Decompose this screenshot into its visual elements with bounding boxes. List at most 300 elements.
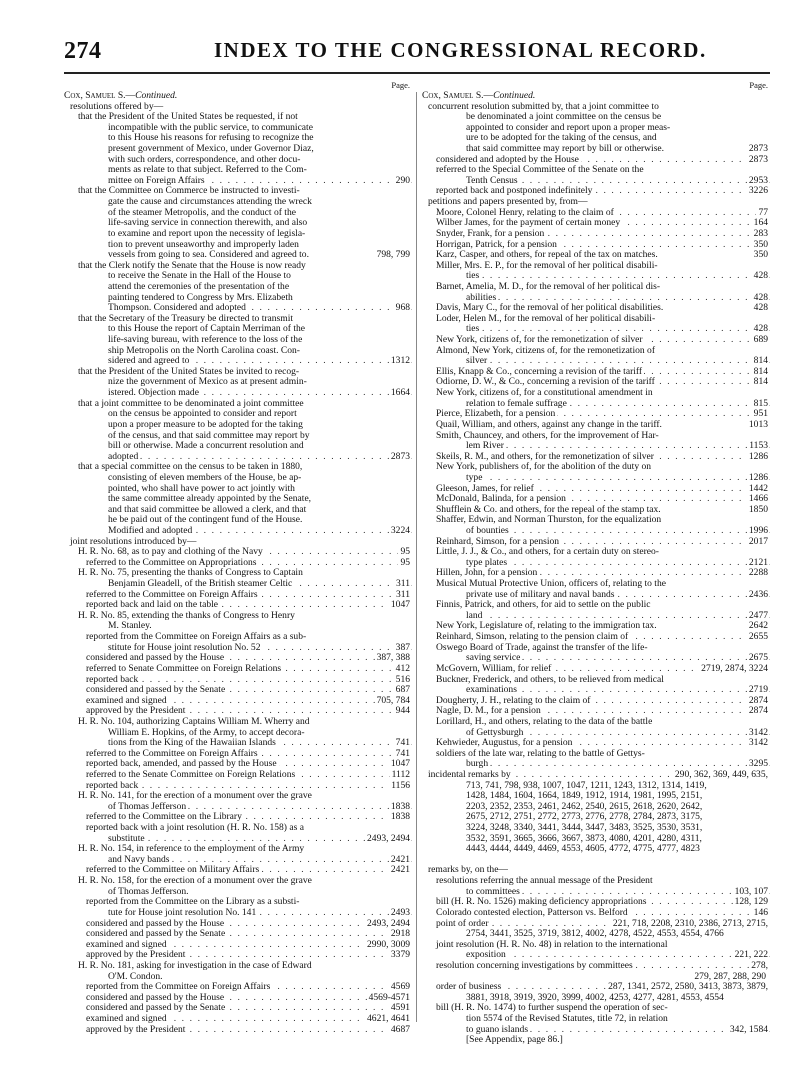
page-reference: 412 <box>395 663 410 674</box>
entry-text: examined and signed <box>86 1014 167 1025</box>
index-line <box>422 675 770 686</box>
entry-text: that said committee may report by bill or otherwise. <box>466 144 665 155</box>
page-reference: 1850 <box>748 504 768 515</box>
dot-leader <box>466 611 770 622</box>
entry-text: life-saving bureau, with reference to the loss of the <box>108 335 303 346</box>
page-reference: 428 <box>753 271 768 282</box>
index-line <box>64 876 412 887</box>
index-line <box>64 303 412 314</box>
index-line <box>64 388 412 399</box>
entry-text: of the steamer Metropolis, and the conduct of the <box>108 207 296 218</box>
entry-text: examined and signed <box>86 939 167 950</box>
entry-text: to examine and report upon the necessity of legisla- <box>108 228 306 239</box>
entry-text: McGovern, William, for relief <box>436 663 552 674</box>
page-reference: 2873 <box>748 154 768 165</box>
entry-text: lem River <box>466 441 504 452</box>
index-line <box>422 1003 770 1014</box>
entry-text: considered and passed by the Senate <box>86 685 226 696</box>
index-line <box>64 335 412 346</box>
index-line <box>64 812 412 823</box>
index-line <box>422 940 770 951</box>
index-line <box>422 611 770 622</box>
index-line <box>422 685 770 696</box>
entry-text: 713, 741, 798, 938, 1007, 1047, 1211, 1243, 1312, 1314, 1419, <box>466 780 707 791</box>
page-reference: 146 <box>753 907 768 918</box>
entry-text: point of order <box>436 918 489 929</box>
entry-text: of bounties <box>466 525 509 536</box>
entry-text: and Navy bands <box>108 854 170 865</box>
index-line <box>422 377 770 388</box>
index-line <box>64 621 412 632</box>
page-title: INDEX TO THE CONGRESSIONAL RECORD. <box>214 38 707 62</box>
entry-text: that the Secretary of the Treasury be directed to transmit <box>78 313 294 324</box>
entry-text: order of business <box>436 982 502 993</box>
index-line <box>422 250 770 261</box>
page-reference: 1442 <box>748 483 768 494</box>
page-reference: 2493, 2494 <box>367 918 410 929</box>
index-line <box>64 462 412 473</box>
entry-text: Smith, Chauncey, and others, for the improvement of Har- <box>436 430 659 441</box>
entry-text: O'M. Condon. <box>108 971 163 982</box>
index-line <box>422 749 770 760</box>
page-reference: 428 <box>753 292 768 303</box>
entry-text: soldiers of the late war, relating to the battle of Gettys- <box>436 748 645 759</box>
entry-text: New York, citizens of, for a constitutional amendment in <box>436 388 653 399</box>
index-line <box>64 123 412 134</box>
entry-text: H. R. No. 85, extending the thanks of Congress to Henry <box>78 610 295 621</box>
entry-text: of Gettysburgh <box>466 727 524 738</box>
page-reference: 1013 <box>748 419 768 430</box>
entry-text: ties <box>466 271 480 282</box>
entry-text: considered and passed by the House <box>86 653 225 664</box>
entry-text: ure to be adopted for the taking of the census, and <box>466 133 657 144</box>
entry-text: consisting of eleven members of the House, be ap- <box>108 472 302 483</box>
entry-text: 3224, 3248, 3340, 3441, 3444, 3447, 3483, 3525, 3530, 3531, <box>466 823 703 834</box>
index-line <box>64 823 412 834</box>
entry-text: reported back with a joint resolution (H. R. No. 158) as a <box>86 823 304 834</box>
entry-text: tions from the King of the Hawaiian Islands <box>108 738 276 749</box>
page-reference: 1466 <box>748 494 768 505</box>
page-reference: 387 <box>395 642 410 653</box>
entry-text: that the Committee on Commerce be instructed to investi- <box>78 186 300 197</box>
entry-text: 2675, 2712, 2751, 2772, 2773, 2776, 2778, 2784, 2873, 3175, <box>466 812 703 823</box>
entry-text: type plates <box>466 557 508 568</box>
index-line <box>64 653 412 664</box>
index-line <box>422 993 770 1004</box>
page-reference: 2675 <box>748 653 768 664</box>
page-reference: 2477 <box>748 610 768 621</box>
entry-text: be denominated a joint committee on the census be <box>466 112 662 123</box>
entry-text: Karz, Casper, and others, for repeal of the tax on matches. <box>436 250 658 261</box>
index-line <box>64 409 412 420</box>
entry-text: that the President of the United States be requested, if not <box>78 112 298 123</box>
entry-text: substitute <box>108 833 145 844</box>
index-line <box>64 155 412 166</box>
page-reference: 342, 1584 <box>729 1024 768 1035</box>
entry-text: New York, Legislature of, relating to the immigration tax. <box>436 621 657 632</box>
index-line <box>64 579 412 590</box>
entry-text: sidered and agreed to <box>108 356 190 367</box>
page-reference: 428 <box>753 324 768 335</box>
entry-text: reported back and postponed indefinitely <box>436 186 593 197</box>
index-line <box>64 759 412 770</box>
index-line <box>422 303 770 314</box>
index-line <box>64 738 412 749</box>
index-line <box>64 961 412 972</box>
index-line <box>64 706 412 717</box>
entry-text: concurrent resolution submitted by, that a joint committee to <box>428 101 659 112</box>
index-line <box>422 473 770 484</box>
index-line <box>64 611 412 622</box>
entry-text: examined and signed <box>86 695 167 706</box>
entry-text: of the census, and that said committee may report by <box>108 430 310 441</box>
entry-text: 4443, 4444, 4449, 4469, 4553, 4605, 4772, 4775, 4777, 4823 <box>466 844 700 855</box>
index-column-left <box>64 80 412 1035</box>
index-line <box>422 1035 770 1046</box>
page-reference: 311 <box>396 589 410 600</box>
entry-text: Kehwieder, Augustus, for a pension <box>436 738 573 749</box>
entry-text: Thompson. Considered and adopted <box>108 303 246 314</box>
index-line <box>64 685 412 696</box>
index-line <box>422 282 770 293</box>
page-reference: 2918 <box>390 929 410 940</box>
entry-text: H. R. No. 158, for the erection of a monument over the grave <box>78 876 312 887</box>
entry-name: Cox, Samuel S.— <box>422 91 494 101</box>
entry-text: abilities <box>466 292 497 303</box>
index-line <box>64 494 412 505</box>
entry-text: Hillen, John, for a pension <box>436 568 538 579</box>
page-reference: 3224 <box>390 525 410 536</box>
index-line <box>64 1014 412 1025</box>
page-reference: 287, 1341, 2572, 2580, 3413, 3873, 3879, <box>608 982 768 993</box>
index-line <box>64 844 412 855</box>
index-line <box>64 982 412 993</box>
index-line <box>422 431 770 442</box>
page-reference: 3142 <box>748 738 768 749</box>
entry-text: [See Appendix, page 86.] <box>466 1035 563 1046</box>
index-line <box>64 133 412 144</box>
index-column-right <box>422 80 770 1046</box>
index-line <box>64 972 412 983</box>
page-reference: 2642 <box>748 621 768 632</box>
index-line <box>422 526 770 537</box>
page-reference: 77 <box>758 207 768 218</box>
entry-text: Benjamin Gleadell, of the British steamer Celtic <box>108 579 293 590</box>
page-reference: 1286 <box>748 472 768 483</box>
entry-text: Wilber James, for the payment of certain money <box>436 218 621 229</box>
index-line <box>422 600 770 611</box>
entry-text: of Thomas Jefferson. <box>108 886 189 897</box>
index-line <box>422 717 770 728</box>
index-line <box>422 770 770 781</box>
entry-text: Nagle, D. M., for a pension <box>436 706 541 717</box>
page-reference: 1112 <box>391 770 410 780</box>
page-column-label: Page. <box>749 80 768 90</box>
entry-text: to this House the report of Captain Merriman of the <box>108 324 305 335</box>
entry-text: Skeils, R. M., and others, for the remonetization of silver <box>436 451 654 462</box>
entry-text: that a special committee on the census to be taken in 1880, <box>78 462 303 473</box>
entry-text: reported from the Committee on Foreign Affairs <box>86 982 271 993</box>
index-line <box>64 791 412 802</box>
index-line <box>64 728 412 739</box>
index-line <box>422 664 770 675</box>
entry-text: Loder, Helen M., for the removal of her political disabili- <box>436 313 656 324</box>
page-reference: 689 <box>753 335 768 346</box>
entry-text: Horrigan, Patrick, for a pension <box>436 239 557 250</box>
index-line <box>64 834 412 845</box>
page-reference: 798, 799 <box>376 250 410 261</box>
page-reference: 814 <box>753 356 768 367</box>
index-line <box>422 982 770 993</box>
index-line <box>64 675 412 686</box>
index-line <box>422 346 770 357</box>
dot-leader <box>466 950 770 961</box>
page-reference: 1153 <box>749 441 768 452</box>
index-line <box>422 706 770 717</box>
index-line <box>422 696 770 707</box>
index-line <box>64 908 412 919</box>
page-reference: 1156 <box>391 780 410 791</box>
entry-text: McDonald, Balinda, for a pension <box>436 494 566 505</box>
index-line <box>422 812 770 823</box>
page-reference: 221, 222 <box>734 950 768 961</box>
entry-text: land <box>466 610 483 621</box>
index-line <box>422 462 770 473</box>
entry-text: Modified and adopted <box>108 525 193 536</box>
entry-text: Almond, New York, citizens of, for the remonetization of <box>436 345 655 356</box>
entry-text: 1428, 1484, 1604, 1664, 1849, 1912, 1914, 1981, 1995, 2151, <box>466 791 703 802</box>
page-reference: 2655 <box>748 632 768 643</box>
entry-text: New York, publishers of, for the abolition of the duty on <box>436 462 652 473</box>
page-reference: 815 <box>753 398 768 409</box>
entry-text: H. R. No. 75, presenting the thanks of Congress to Captain <box>78 568 303 579</box>
index-line <box>64 664 412 675</box>
index-line <box>64 1025 412 1036</box>
index-line <box>422 197 770 208</box>
entry-text: to receive the Senate in the Hall of the House to <box>108 271 291 282</box>
page-reference: 221, 718, 2208, 2310, 2386, 2713, 2715, <box>612 918 768 929</box>
index-line <box>64 558 412 569</box>
index-line <box>422 155 770 166</box>
entry-text: that the Clerk notify the Senate that the House is now ready <box>78 260 306 271</box>
page-reference: 2288 <box>748 568 768 579</box>
index-line <box>64 600 412 611</box>
page-reference: 2990, 3009 <box>367 939 410 950</box>
page-reference: 741 <box>395 748 410 759</box>
index-line <box>64 102 412 113</box>
entry-text: William E. Hopkins, of the Army, to accept decora- <box>108 727 305 738</box>
index-line <box>64 229 412 240</box>
entry-text: H. R. No. 68, as to pay and clothing of the Navy <box>78 547 263 558</box>
page-reference: 2719 <box>748 685 768 696</box>
index-line <box>422 643 770 654</box>
page-reference: 2421 <box>390 865 410 876</box>
entry-text: Reinhard, Simson, for a pension <box>436 536 560 547</box>
index-line <box>422 165 770 176</box>
entry-text: approved by the President <box>86 1024 186 1035</box>
index-line <box>64 1003 412 1014</box>
entry-text: reported back, amended, and passed by the House <box>86 759 277 770</box>
entry-text: reported from the Committee on the Library as a substi- <box>86 897 300 908</box>
entry-text: resolution concerning investigations by committees <box>436 960 633 971</box>
entry-text: Colorado contested election, Patterson vs. Belford <box>436 907 628 918</box>
index-line <box>64 696 412 707</box>
index-line <box>422 547 770 558</box>
page-reference: 290, 362, 369, 449, 635, <box>674 770 768 780</box>
page-reference: 3142 <box>748 727 768 738</box>
entry-text: Odiorne, D. W., & Co., concerning a revision of the tariff <box>436 377 655 388</box>
entry-text: pointed, who shall have power to act jointly with <box>108 483 295 494</box>
page-number: 274 <box>64 38 102 64</box>
entry-text: considered and passed by the House <box>86 992 225 1003</box>
page-reference: 290 <box>395 175 410 186</box>
entry-text: painting tendered to Congress by Mrs. Elizabeth <box>108 292 293 303</box>
entry-text: to guano islands <box>466 1024 529 1035</box>
entry-text: reported back <box>86 780 139 791</box>
entry-text: istered. Objection made <box>108 388 199 399</box>
entry-text: life-saving service in connection therewith, and also <box>108 218 308 229</box>
page-reference: 164 <box>753 218 768 229</box>
entry-text: Pierce, Elizabeth, for a pension <box>436 409 556 420</box>
index-line <box>64 367 412 378</box>
index-line <box>64 855 412 866</box>
index-line <box>422 802 770 813</box>
page-reference: 2493 <box>390 907 410 918</box>
index-line <box>422 324 770 335</box>
page-reference: 968 <box>395 303 410 314</box>
entry-text: Buckner, Frederick, and others, to be relieved from medical <box>436 674 664 685</box>
index-line <box>422 908 770 919</box>
entry-text: exposition <box>466 950 506 961</box>
page-reference: 3295 <box>748 759 768 770</box>
entry-text: incidental remarks by <box>428 770 511 780</box>
index-line <box>422 823 770 834</box>
page-reference: 95 <box>400 547 410 558</box>
entry-text: Shufflein & Co. and others, for the repeal of the stamp tax. <box>436 504 661 515</box>
entry-text: Miller, Mrs. E. P., for the removal of her political disabili- <box>436 260 658 271</box>
index-line <box>422 855 770 866</box>
index-line <box>64 324 412 335</box>
continued-label: Continued. <box>493 91 536 101</box>
entry-text: upon a proper measure to be adopted for the taking <box>108 419 303 430</box>
index-line <box>64 643 412 654</box>
index-line <box>64 144 412 155</box>
right-entries <box>422 91 770 1046</box>
entry-text: referred to the Committee on the Library <box>86 812 242 823</box>
entry-text: tion to prevent unseaworthy and improperly laden <box>108 239 299 250</box>
dot-leader <box>466 271 770 282</box>
page-header <box>64 38 770 68</box>
index-line <box>64 208 412 219</box>
page-reference: 705, 784 <box>376 695 410 706</box>
index-line <box>422 834 770 845</box>
index-line <box>422 144 770 155</box>
index-line <box>64 897 412 908</box>
page-reference: 128, 129 <box>734 897 768 908</box>
index-line <box>64 112 412 123</box>
page-reference: 95 <box>400 557 410 568</box>
index-line <box>64 218 412 229</box>
entry-text: adopted <box>108 451 139 462</box>
page-reference: 4591 <box>390 1003 410 1014</box>
entry-text: considered and passed by the Senate <box>86 1003 226 1014</box>
index-line <box>64 484 412 495</box>
index-line <box>422 229 770 240</box>
page-reference: 283 <box>753 228 768 239</box>
page-reference: 741 <box>395 738 410 749</box>
index-line <box>64 377 412 388</box>
page-reference: 3226 <box>748 186 768 197</box>
column-divider <box>416 92 417 1022</box>
page-reference: 1312 <box>390 356 410 367</box>
entry-text: considered and passed by the Senate <box>86 929 226 940</box>
index-line <box>422 537 770 548</box>
index-line <box>422 568 770 579</box>
index-line <box>422 441 770 452</box>
entry-text: type <box>466 472 483 483</box>
page-reference: 350 <box>753 250 768 261</box>
entry-text: bill or otherwise. Made a concurrent resolution and <box>108 441 304 452</box>
index-line <box>422 929 770 940</box>
index-line <box>64 346 412 357</box>
index-line <box>422 865 770 876</box>
index-line <box>64 887 412 898</box>
index-line <box>422 1025 770 1036</box>
entry-text: referred to Senate Committee on Foreign Relations <box>86 663 282 674</box>
entry-text: remarks by, on the— <box>428 865 508 876</box>
index-line <box>422 271 770 282</box>
entry-text: Davis, Mary C., for the removal of her political disabilities. <box>436 303 664 314</box>
left-entries <box>64 91 412 1035</box>
index-line <box>64 940 412 951</box>
entry-text: considered and adopted by the House <box>436 154 579 165</box>
index-line <box>422 261 770 272</box>
index-line <box>64 282 412 293</box>
entry-heading <box>64 91 412 102</box>
entry-text: silver <box>466 356 488 367</box>
entry-text: bill (H. R. No. 1526) making deficiency appropriations <box>436 897 647 908</box>
index-line <box>64 929 412 940</box>
page-reference: 1838 <box>390 812 410 823</box>
page-reference: 350 <box>753 239 768 250</box>
page-reference: 2873 <box>748 144 768 155</box>
index-line <box>64 452 412 463</box>
entry-text: Moore, Colonel Henry, relating to the claim of <box>436 207 614 218</box>
index-line <box>64 537 412 548</box>
index-line <box>422 919 770 930</box>
index-line <box>64 919 412 930</box>
index-line <box>64 197 412 208</box>
index-line <box>422 293 770 304</box>
page-column-label: Page. <box>391 80 410 90</box>
entry-text: Finnis, Patrick, and others, for aid to settle on the public <box>436 600 651 611</box>
entry-text: approved by the President <box>86 950 186 961</box>
index-line <box>422 367 770 378</box>
index-line <box>64 420 412 431</box>
entry-text: H. R. No. 181, asking for investigation in the case of Edward <box>78 960 312 971</box>
index-line <box>64 431 412 442</box>
index-line <box>422 876 770 887</box>
entry-text: he be paid out of the contingent fund of the House. <box>108 515 303 526</box>
index-line <box>422 781 770 792</box>
entry-text: New York, citizens of, for the remonetization of silver <box>436 335 643 346</box>
entry-text: referred to the Senate Committee on Foreign Relations <box>86 770 296 780</box>
entry-text: incompatible with the public service, to communicate <box>108 122 313 133</box>
page-reference: 4569-4571 <box>368 992 410 1003</box>
page-reference: 1838 <box>390 801 410 812</box>
index-line <box>422 579 770 590</box>
entry-text: to committees <box>466 886 520 897</box>
